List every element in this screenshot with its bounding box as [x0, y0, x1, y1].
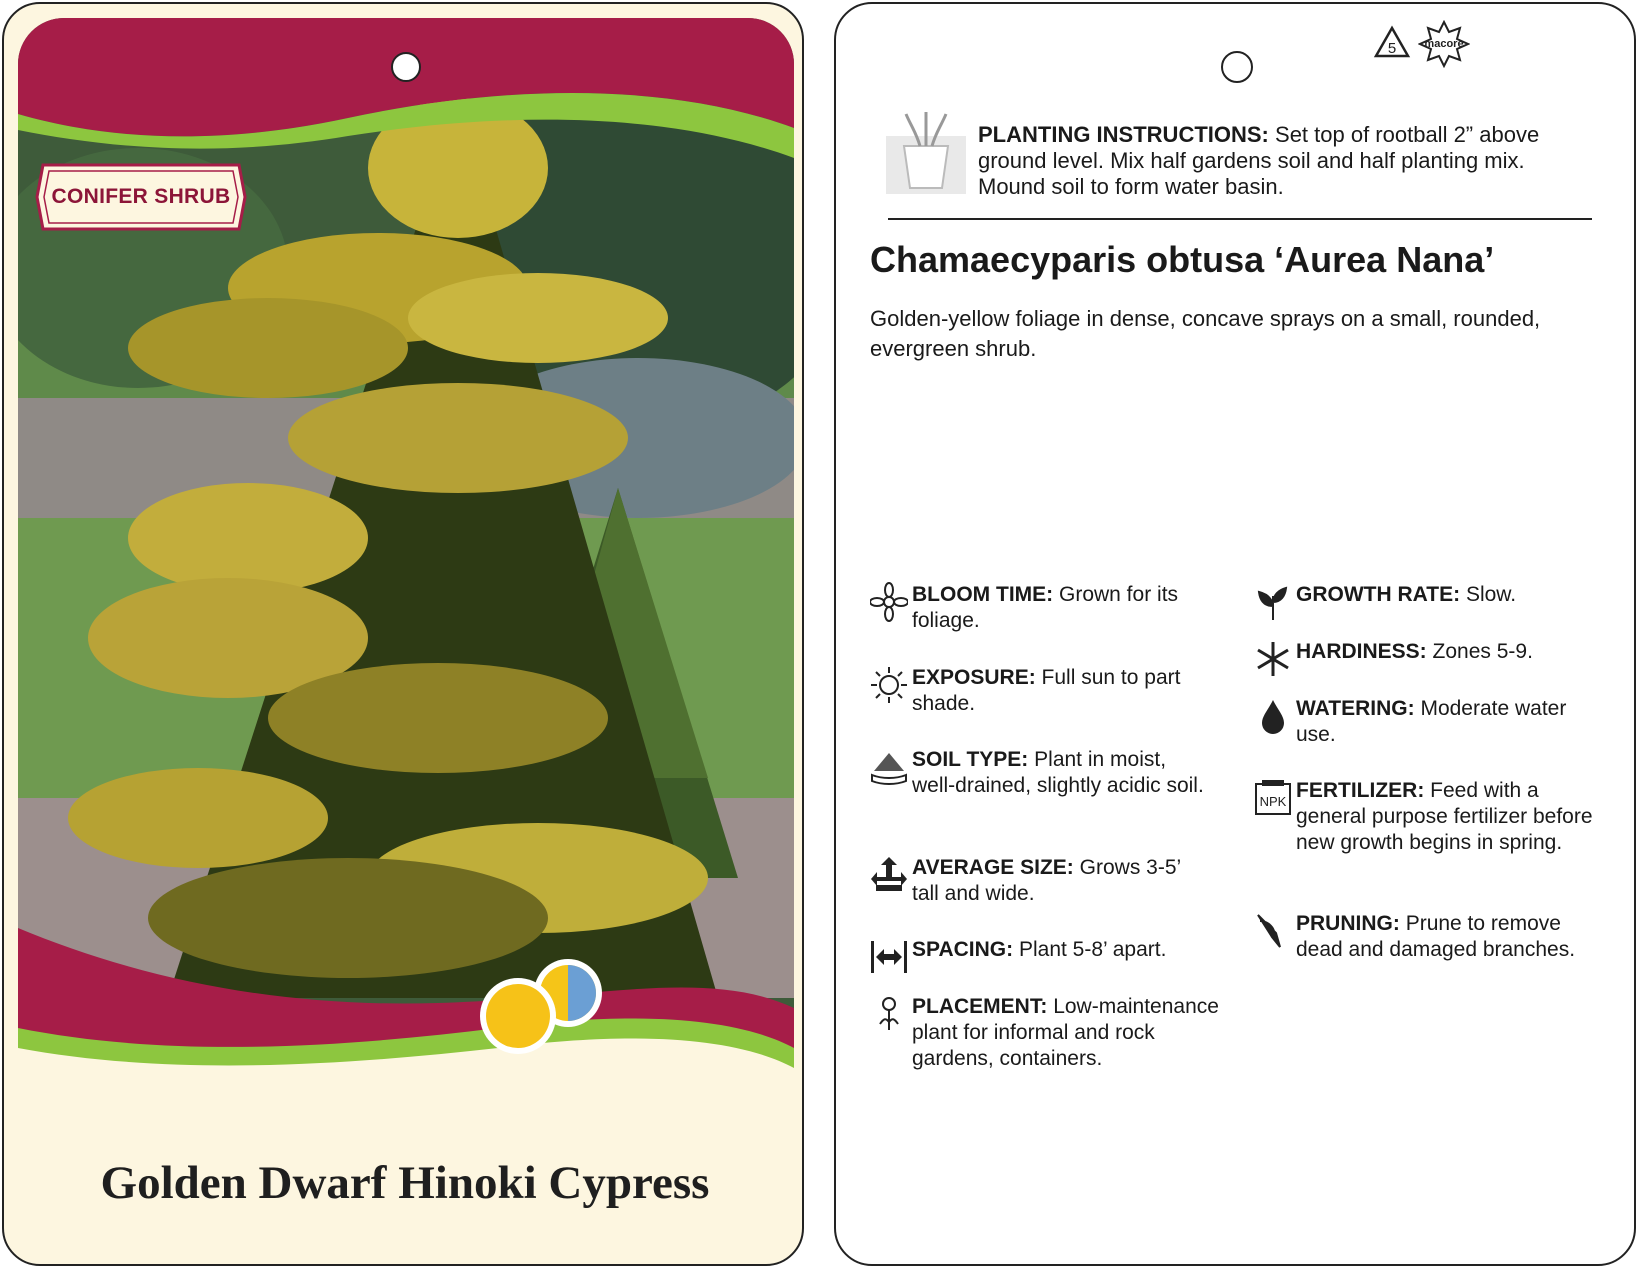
size-icon: [870, 855, 908, 895]
hang-hole: [391, 52, 421, 82]
attr-label: HARDINESS:: [1296, 640, 1427, 663]
attr-value: Low-maintenance plant for informal and rock gardens, containers.: [912, 995, 1219, 1070]
attr-value: Full sun to part shade.: [912, 666, 1181, 715]
attr-label: WATERING:: [1296, 697, 1415, 720]
common-name: Golden Dwarf Hinoki Cypress: [100, 1157, 710, 1209]
divider: [888, 218, 1592, 220]
attr-value: Slow.: [1465, 583, 1517, 606]
brand-logo: [1418, 20, 1470, 68]
attr-value: Feed with a general purpose fertilizer before new growth begins in spring.: [1296, 779, 1593, 854]
attr-label: EXPOSURE:: [912, 666, 1036, 689]
pruners-icon: [1254, 911, 1292, 951]
attr-value: Moderate water use.: [1296, 697, 1567, 746]
recycle-icon: [1372, 24, 1412, 64]
plant-description: Golden-yellow foliage in dense, concave sprays on a small, rounded, evergreen shrub.: [870, 306, 1541, 361]
flower-icon: [870, 582, 908, 622]
planting-text: Set top of rootball 2” above ground level. Mix half gardens soil and half planting mix. Mound soil to form water basin.: [978, 122, 1540, 199]
attr-label: FERTILIZER:: [1296, 779, 1425, 802]
growth-icon: [1254, 582, 1292, 622]
planting-instructions: [978, 122, 1598, 200]
attr-label: SOIL TYPE:: [912, 748, 1029, 771]
category-badge: [33, 159, 249, 235]
attr-label: GROWTH RATE:: [1296, 583, 1461, 606]
npk-icon: [1254, 778, 1292, 818]
botanical-name: Chamaecyparis obtusa ‘Aurea Nana’: [870, 239, 1495, 280]
spacing-icon: [870, 937, 908, 977]
svg-text:5: 5: [1387, 40, 1397, 57]
front-tag: [2, 2, 804, 1266]
attr-value: Plant 5-8’ apart.: [1018, 938, 1167, 961]
svg-text:macore: macore: [1424, 38, 1464, 50]
attr-label: PLACEMENT:: [912, 995, 1048, 1018]
soil-icon: [870, 747, 908, 787]
attr-value: Grows 3-5’ tall and wide.: [912, 856, 1181, 905]
attr-label: PRUNING:: [1296, 912, 1400, 935]
water-drop-icon: [1254, 696, 1292, 736]
svg-text:NPK: NPK: [1259, 794, 1287, 809]
planting-heading: PLANTING INSTRUCTIONS:: [978, 122, 1269, 147]
attr-value: Zones 5-9.: [1432, 640, 1533, 663]
attr-label: SPACING:: [912, 938, 1014, 961]
back-tag: [834, 2, 1636, 1266]
hang-hole: [1221, 51, 1253, 83]
snowflake-icon: [1254, 639, 1292, 679]
attr-label: AVERAGE SIZE:: [912, 856, 1074, 879]
category-label: CONIFER SHRUB: [51, 185, 231, 208]
attr-label: BLOOM TIME:: [912, 583, 1054, 606]
planting-pot-icon: [886, 106, 966, 196]
placement-icon: [870, 994, 908, 1034]
attr-value: Grown for its foliage.: [912, 583, 1179, 632]
attr-value: Prune to remove dead and damaged branches.: [1296, 912, 1576, 961]
sun-icon: [870, 665, 908, 705]
attr-value: Plant in moist, well-drained, slightly acidic soil.: [912, 748, 1204, 797]
